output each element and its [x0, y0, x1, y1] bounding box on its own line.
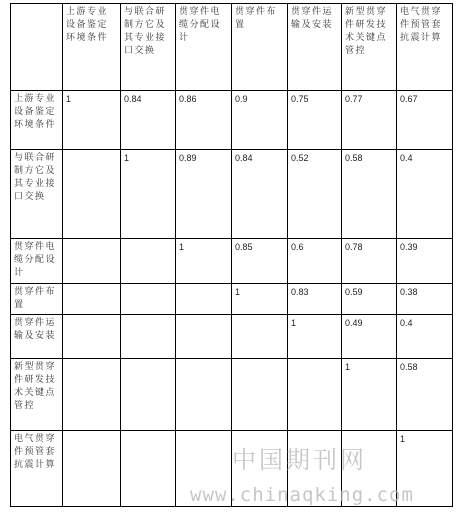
table-cell: 0.59	[342, 284, 397, 315]
table-cell: 1	[288, 315, 342, 359]
corner-cell	[11, 4, 63, 91]
table-cell	[121, 315, 176, 359]
table-cell: 1	[121, 150, 176, 239]
table-cell: 0.78	[342, 239, 397, 284]
table-cell	[63, 284, 121, 315]
table-cell: 0.89	[176, 150, 232, 239]
row-header: 与联合研制方它及其专业接口交换	[11, 150, 63, 239]
table-cell: 1	[176, 239, 232, 284]
table-cell: 0.67	[397, 91, 453, 150]
table-cell: 0.39	[397, 239, 453, 284]
column-header: 上游专业设备鉴定环境条件	[63, 4, 121, 91]
row-header: 贯穿件电缆分配设计	[11, 239, 63, 284]
row-header: 新型贯穿件研发技术关键点管控	[11, 359, 63, 431]
table-cell: 0.4	[397, 150, 453, 239]
row-header: 上游专业设备鉴定环境条件	[11, 91, 63, 150]
table-cell: 0.52	[288, 150, 342, 239]
column-header: 电气贯穿件预管套抗震计算	[397, 4, 453, 91]
table-cell	[121, 284, 176, 315]
table-cell: 0.84	[232, 150, 288, 239]
row-header: 电气贯穿件预管套抗震计算	[11, 431, 63, 507]
column-header: 与联合研制方它及其专业接口交换	[121, 4, 176, 91]
column-header: 新型贯穿件研发技术关键点管控	[342, 4, 397, 91]
table-cell	[63, 359, 121, 431]
table-row	[11, 239, 453, 284]
table-cell: 0.9	[232, 91, 288, 150]
table-cell: 0.86	[176, 91, 232, 150]
watermark-url: www.chinaqking.com	[190, 484, 414, 506]
table-row	[11, 315, 453, 359]
table-cell: 1	[63, 91, 121, 150]
table-cell: 0.4	[397, 315, 453, 359]
table-row	[11, 91, 453, 150]
table-cell	[63, 431, 121, 507]
row-header: 贯穿件布置	[11, 284, 63, 315]
table-row	[11, 284, 453, 315]
table-cell	[121, 239, 176, 284]
table-cell	[63, 150, 121, 239]
table-cell: 0.77	[342, 91, 397, 150]
table-row	[11, 150, 453, 239]
table-cell: 0.6	[288, 239, 342, 284]
row-header: 贯穿件运输及安装	[11, 315, 63, 359]
table-cell	[288, 359, 342, 431]
table-cell: 0.84	[121, 91, 176, 150]
table-cell: 0.83	[288, 284, 342, 315]
table-cell	[121, 431, 176, 507]
table-cell: 0.58	[342, 150, 397, 239]
table-cell: 0.85	[232, 239, 288, 284]
table-cell	[176, 315, 232, 359]
table-cell	[232, 359, 288, 431]
table-cell	[176, 359, 232, 431]
header-row	[11, 4, 453, 91]
table-cell	[63, 239, 121, 284]
table-cell: 0.49	[342, 315, 397, 359]
watermark-site-name: 中国期刊网	[232, 446, 367, 474]
table-cell	[176, 284, 232, 315]
table-cell: 0.38	[397, 284, 453, 315]
table-cell: 0.75	[288, 91, 342, 150]
table-cell	[121, 359, 176, 431]
column-header: 贯穿件布置	[232, 4, 288, 91]
column-header: 贯穿件运输及安装	[288, 4, 342, 91]
table-cell	[232, 315, 288, 359]
table-cell: 1	[397, 431, 453, 507]
table-cell: 1	[342, 359, 397, 431]
table-cell: 0.58	[397, 359, 453, 431]
correlation-table	[10, 3, 453, 507]
table-cell	[63, 315, 121, 359]
column-header: 贯穿件电缆分配设计	[176, 4, 232, 91]
table-row	[11, 359, 453, 431]
table-cell: 1	[232, 284, 288, 315]
